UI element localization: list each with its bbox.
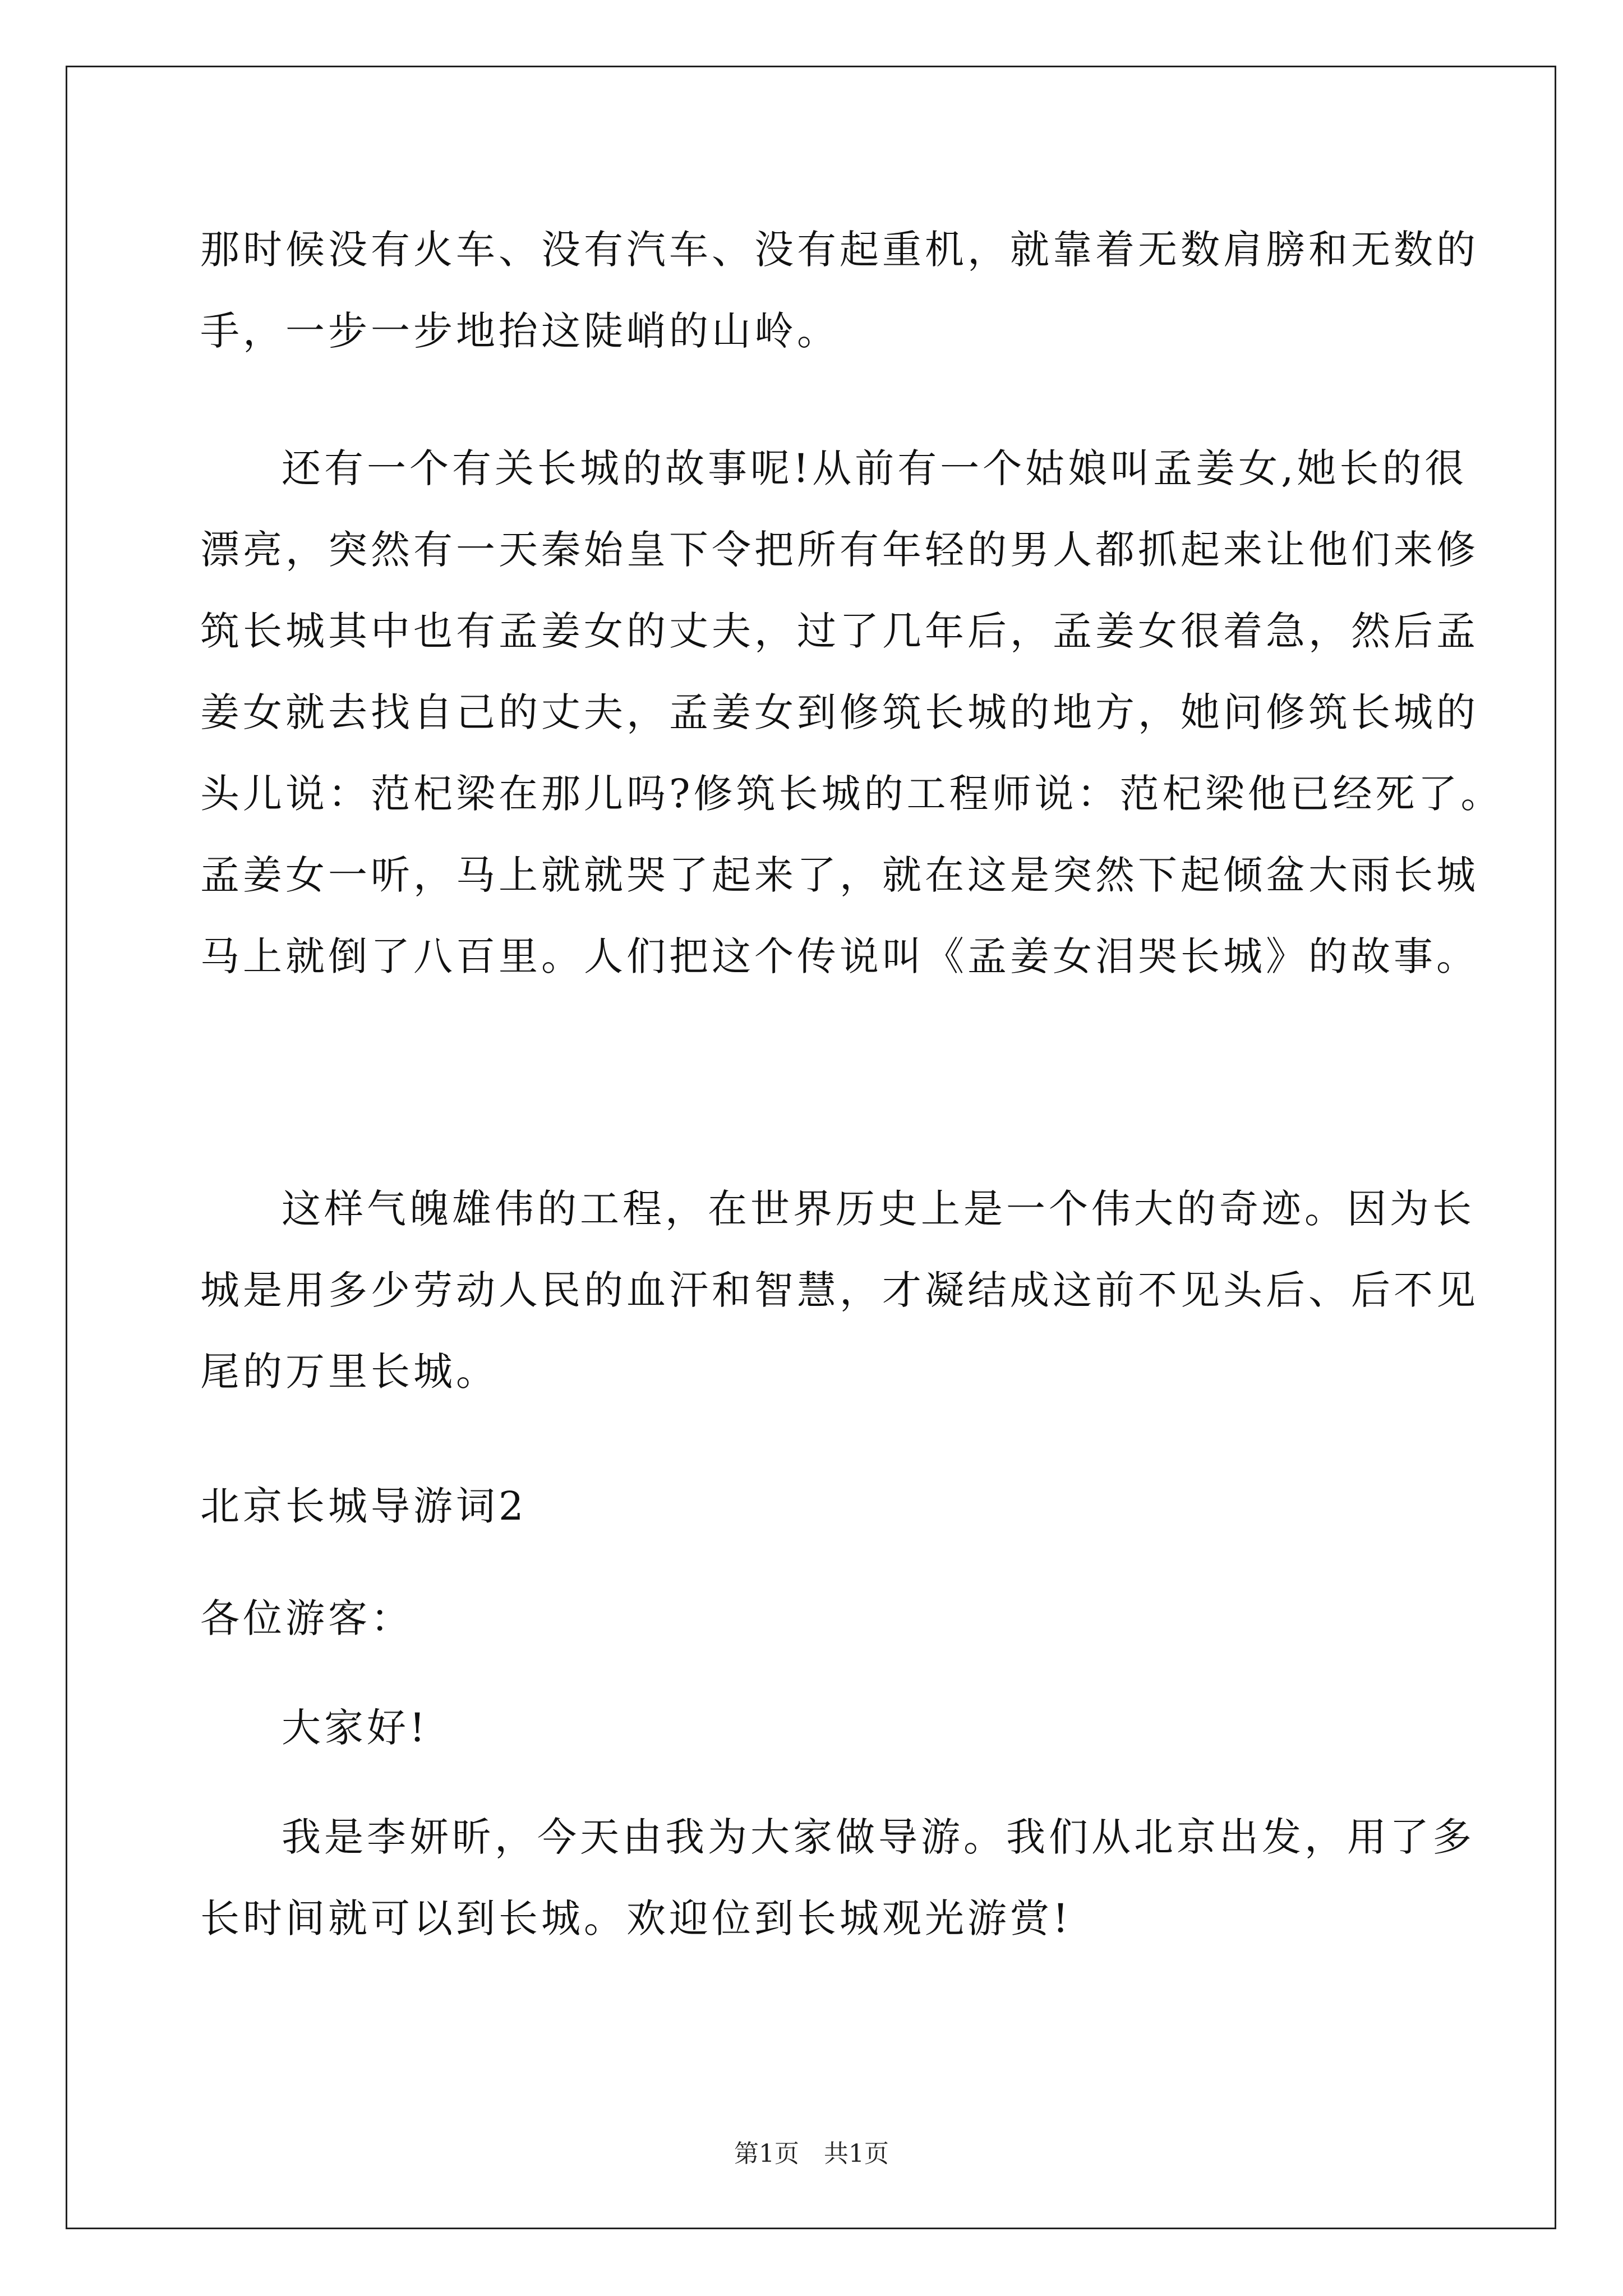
paragraph-start-line: 我是李妍昕，今天由我为大家做导游。我们从北京出发，用了多	[282, 1814, 1475, 1860]
text-line: 尾的万里长城。	[200, 1349, 499, 1395]
text-line: 漂亮，突然有一天秦始皇下令把所有年轻的男人都抓起来让他们来修	[200, 527, 1479, 573]
salutation: 各位游客：	[200, 1595, 413, 1641]
text-line: 孟姜女一听，马上就就哭了起来了，就在这是突然下起倾盆大雨长城	[200, 852, 1479, 898]
section-title: 北京长城导游词2	[200, 1483, 527, 1529]
paragraph-start-line: 这样气魄雄伟的工程，在世界历史上是一个伟大的奇迹。因为长	[282, 1186, 1475, 1232]
text-line: 长时间就可以到长城。欢迎位到长城观光游赏!	[200, 1895, 1072, 1941]
text-line: 城是用多少劳动人民的血汗和智慧，才凝结成这前不见头后、后不见	[200, 1267, 1479, 1313]
text-line: 那时候没有火车、没有汽车、没有起重机，就靠着无数肩膀和无数的	[200, 227, 1479, 273]
text-line: 筑长城其中也有孟姜女的丈夫，过了几年后，孟姜女很着急，然后孟	[200, 608, 1479, 654]
paragraph-start-line: 还有一个有关长城的故事呢!从前有一个姑娘叫孟姜女,她长的很	[282, 445, 1468, 491]
page-number-footer: 第1页 共1页	[734, 2139, 889, 2168]
text-line: 马上就倒了八百里。人们把这个传说叫《孟姜女泪哭长城》的故事。	[200, 933, 1479, 979]
text-line: 手，一步一步地抬这陡峭的山岭。	[200, 308, 840, 354]
text-line: 头儿说：范杞梁在那儿吗?修筑长城的工程师说：范杞梁他已经死了。	[200, 771, 1504, 817]
greeting: 大家好!	[282, 1705, 429, 1751]
text-line: 姜女就去找自己的丈夫，孟姜女到修筑长城的地方，她问修筑长城的	[200, 689, 1479, 735]
